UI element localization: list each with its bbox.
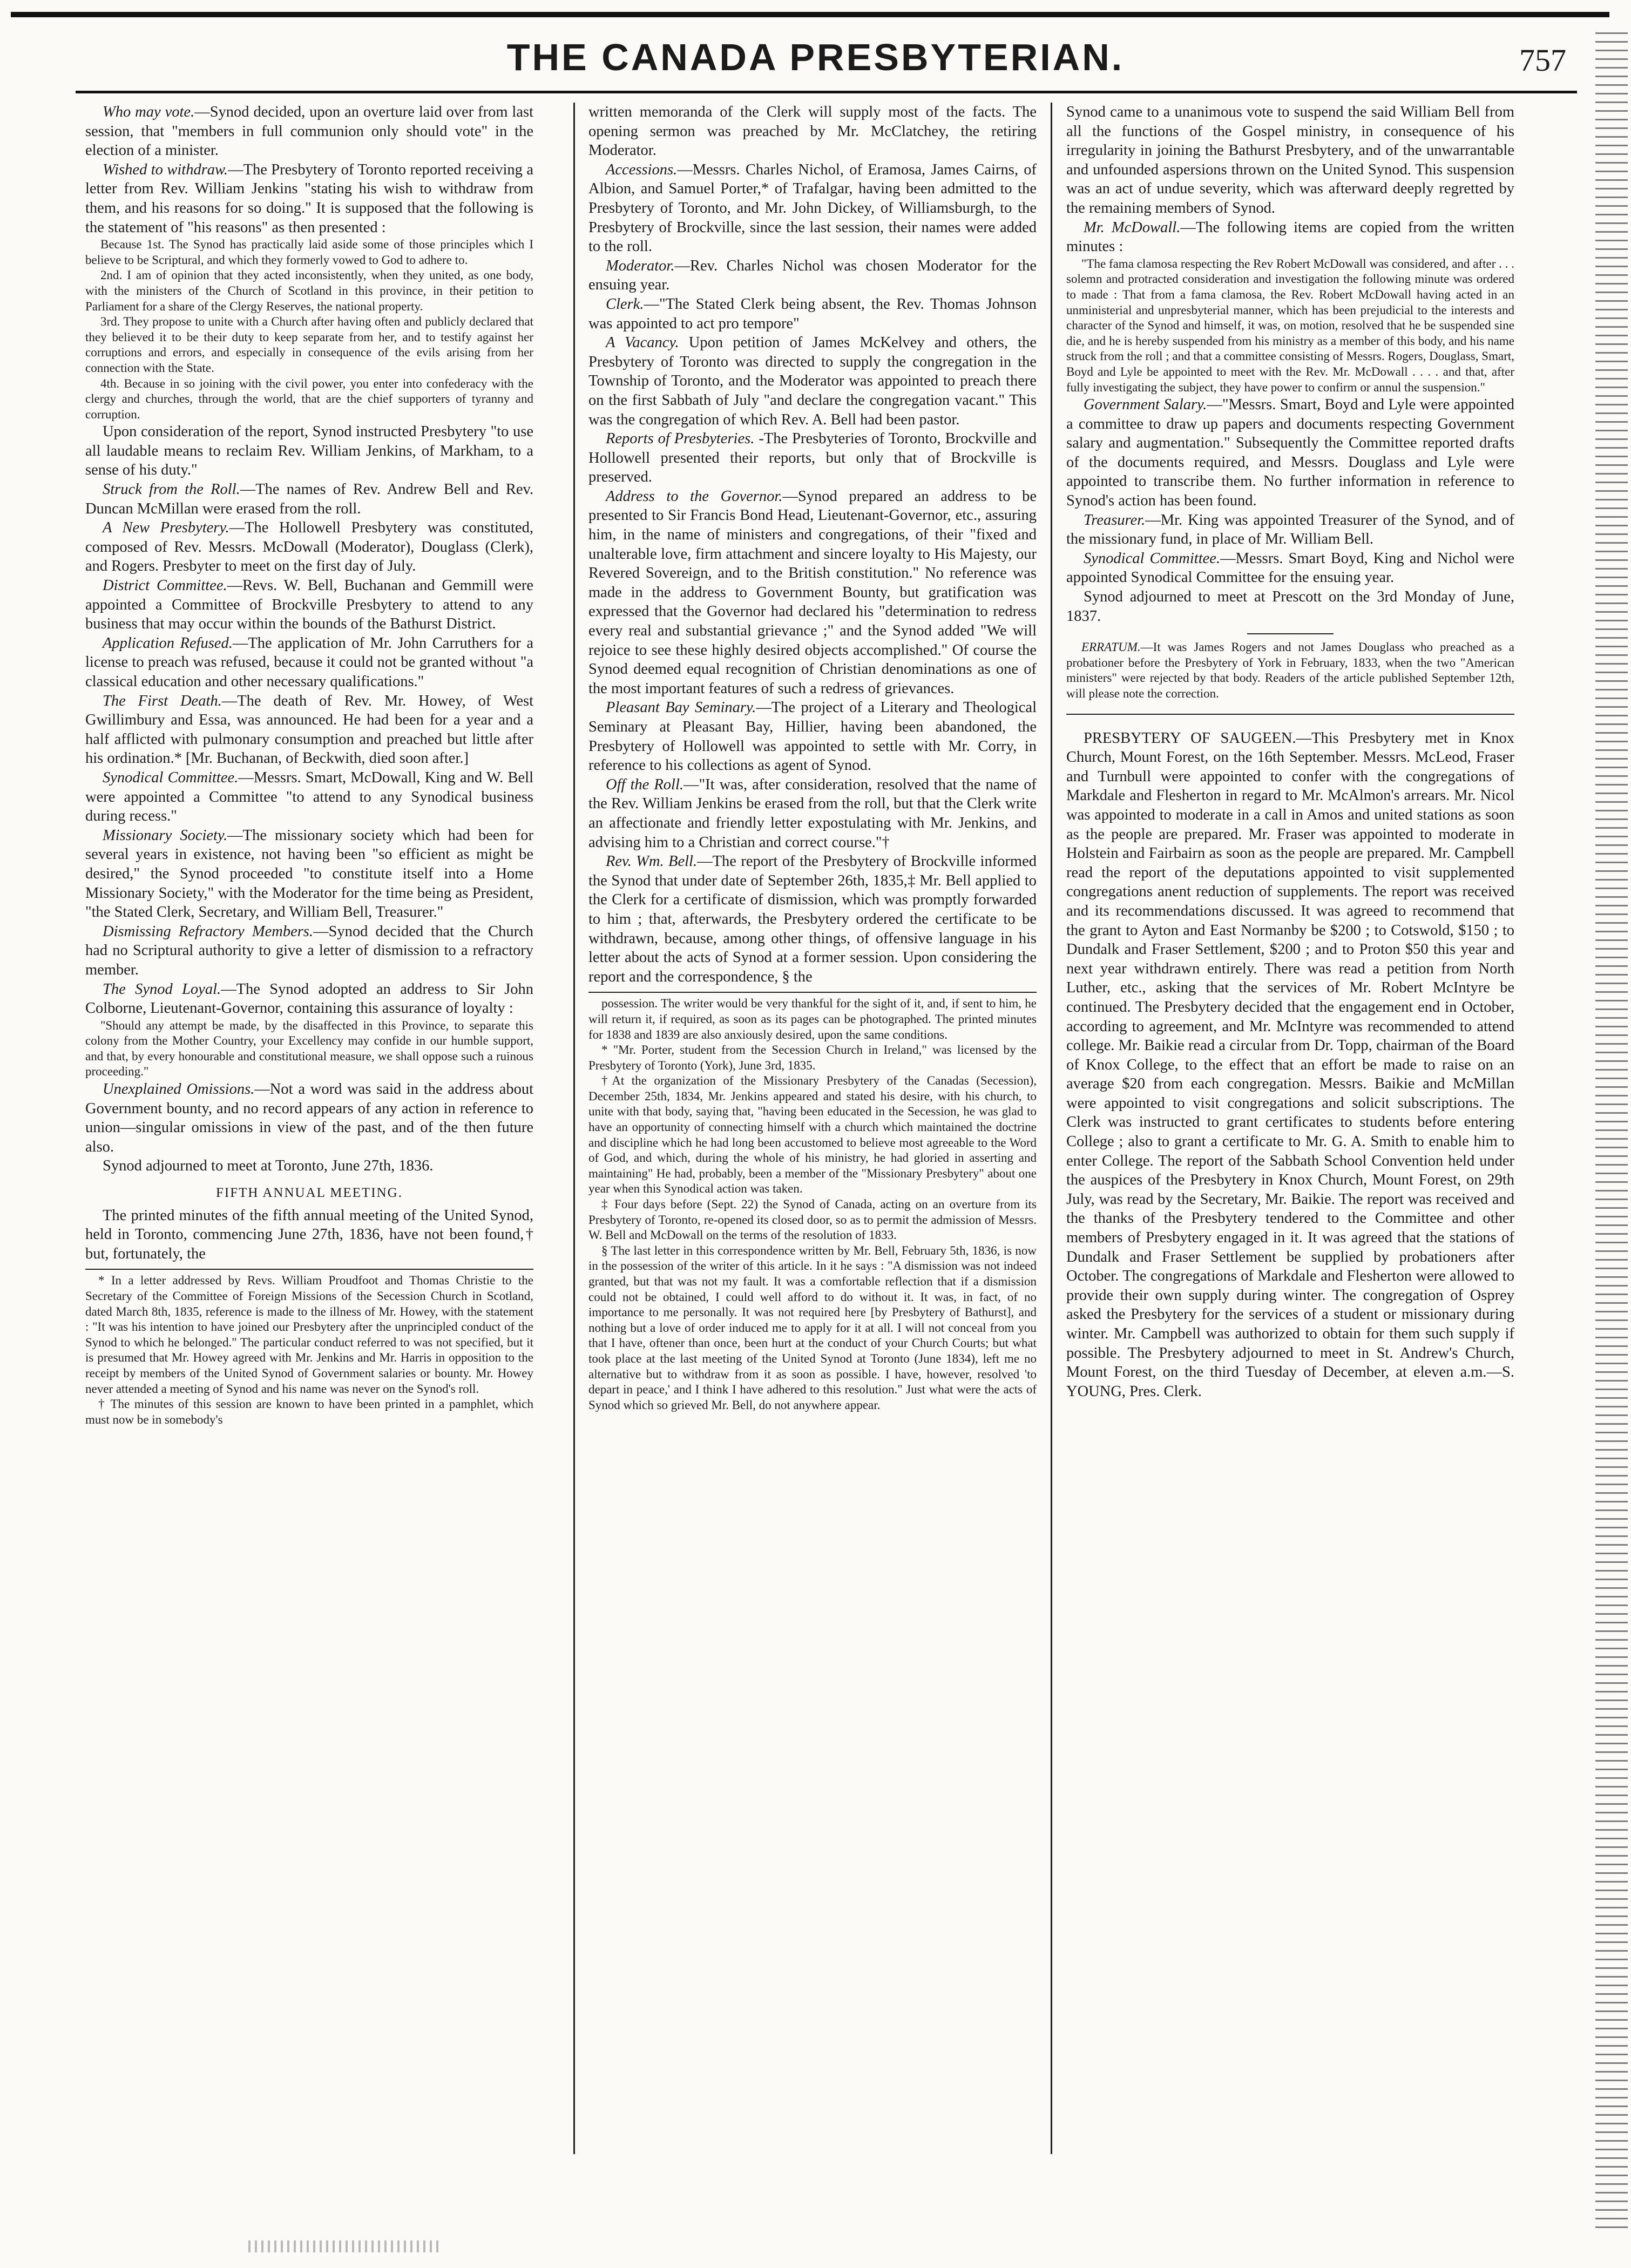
- paragraph-text: —Mr. King was appointed Treasurer of the Synod, and of the missionary fund, in place of Mr. William Bell.: [1066, 511, 1514, 548]
- paragraph-heading: Address to the Governor.: [606, 488, 783, 505]
- paragraph-heading: A New Presbytery.: [103, 519, 229, 537]
- paragraph: [1066, 395, 1514, 511]
- paragraph-text: * In a letter addressed by Revs. William Proudfoot and Thomas Christie to the Secretary of the Committee of Foreign Missions of the Secession Church in Scotland, dated March 8th, 1835, reference is made to the illness of Mr. Howey, with the statement : "It was his intention to have joined our Presbytery after the unprincipled conduct of the Synod to which he belonged." The particular conduct referred to was not specified, but it is presumed that Mr. Howey agreed with Mr. Jenkins and Mr. Harris in opposition to the receipt by members of the United Synod of Government salaries or bounty. Mr. Howey never attended a meeting of Synod and his name was never on the Synod's roll.: [85, 1274, 533, 1396]
- paragraph-heading: Dismissing Refractory Members.: [103, 923, 314, 940]
- paragraph-text: possession. The writer would be very thankful for the sight of it, and, if sent to him, he will return it, if required, as soon as its pages can be photographed. The printed minutes for 1838 and 1839 are also anxiously desired, upon the same conditions.: [588, 997, 1037, 1041]
- paragraph: [1066, 103, 1514, 218]
- paragraph-heading: Off the Roll.: [606, 776, 684, 793]
- paragraph-text: —The Synod adopted an address to Sir John Colborne, Lieutenant-Governor, containing this assurance of loyalty :: [85, 980, 533, 1017]
- paragraph-text: —Messrs. Charles Nichol, of Eramosa, James Cairns, of Albion, and Samuel Porter,* of Trafalgar, having been admitted to the Presbytery of Toronto, and Mr. John Dickey, of Williamsburgh, to the Presbytery of Brockville, since the last session, their names were added to the roll.: [588, 161, 1037, 255]
- page-title: THE CANADA PRESBYTERIAN.: [506, 36, 1125, 78]
- paragraph: [588, 295, 1037, 333]
- paragraph-heading: Clerk.: [606, 295, 644, 313]
- paragraph-text: —The missionary society which had been for several years in existence, not having been "so efficient as might be desired," the Synod proceeded "to constitute itself into a Home Missionary Society," with the Moderator for the time being as President, "the Stated Clerk, Secretary, and William Bell, Treasurer.": [85, 827, 533, 921]
- paragraph-heading: Moderator.: [606, 257, 675, 274]
- paragraph: [85, 768, 533, 826]
- paragraph-text: Upon petition of James McKelvey and others, the Presbytery of Toronto was directed to supply the congregation in the Township of Toronto, and the Moderator was appointed to preach there on the first Sabbath of July "and declare the congregation vacant." This was the congregation of which Rev. A. Bell had been pastor.: [588, 334, 1037, 428]
- footnotes: [588, 992, 1037, 1413]
- paragraph-text: —The names of Rev. Andrew Bell and Rev. Duncan McMillan were erased from the roll.: [85, 481, 533, 517]
- column-3: [1066, 103, 1514, 2149]
- paragraph: [85, 576, 533, 634]
- column-divider: [1051, 103, 1052, 2154]
- paragraph-heading: PRESBYTERY OF SAUGEEN.: [1084, 729, 1296, 747]
- quoted-extract: [85, 314, 533, 376]
- paragraph-heading: Application Refused.: [103, 634, 233, 652]
- paragraph: [1066, 729, 1514, 1402]
- paragraph: [85, 422, 533, 480]
- paragraph-text: "The fama clamosa respecting the Rev Robert McDowall was considered, and after . . . solemn and protracted consideration and investigation the following minute was ordered to made : That from a fama clamosa, the Rev. Robert McDowall having acted in an unministerial and unpresbyterial manner, which has been prejudicial to the interests and character of the Synod and himself, it was, on motion, resolved that he be suspended sine die, and he is hereby suspended from his ministry as a member of this body, and his name struck from the roll ; and that a committee consisting of Messrs. Rogers, Douglass, Smart, Boyd and Lyle be appointed to meet with the Rev. Mr. McDowall . . . . and that, after fully investigating the subject, they have power to confirm or annul the suspension.": [1066, 256, 1514, 394]
- paragraph-heading: ERRATUM.: [1081, 640, 1141, 654]
- paragraph-heading: Missionary Society.: [103, 827, 228, 844]
- paragraph-text: Upon consideration of the report, Synod instructed Presbytery "to use all laudable means to reclaim Rev. William Jenkins, of Markham, to a sense of his duty.": [85, 423, 533, 479]
- paragraph: [588, 775, 1037, 852]
- footnote: [588, 1243, 1037, 1413]
- paragraph-text: —The following items are copied from the written minutes :: [1066, 219, 1514, 255]
- paragraph-text: —The Presbytery of Toronto reported receiving a letter from Rev. William Jenkins "stating his wish to withdraw from them, and his reasons for so doing." It is supposed that the following is the statement of "his reasons" as then presented :: [85, 161, 533, 236]
- paragraph: [85, 1156, 533, 1176]
- paragraph: [1066, 587, 1514, 626]
- quoted-extract: [1066, 640, 1514, 701]
- paragraph-text: 3rd. They propose to unite with a Church after having often and publicly declared that they believed it to be their duty to keep separate from her, and to testify against her corruptions and errors, and especially in consequence of the evils arising from her connection with the State.: [85, 315, 533, 375]
- paragraph: [588, 103, 1037, 160]
- paragraph: [588, 429, 1037, 487]
- paragraph-text: —Synod decided, upon an overture laid over from last session, that "members in full communion only should vote" in the election of a minister.: [85, 104, 533, 159]
- paragraph-text: —"Messrs. Smart, Boyd and Lyle were appointed a committee to draw up papers and documents respecting Government salary and augmentation." Subsequently the Committee reported drafts of the documents required, and Messrs. Douglass and Lyle were appointed to transcribe them. No further information in reference to Synod's action has been found.: [1066, 396, 1514, 510]
- footnote: [588, 1042, 1037, 1073]
- masthead: [0, 26, 1631, 91]
- paragraph-text: 4th. Because in so joining with the civil power, you enter into confederacy with the clergy and churches, through the world, that are the chief supporters of tyranny and corruption.: [85, 376, 533, 421]
- paragraph-heading: Pleasant Bay Seminary.: [606, 699, 756, 716]
- section-rule: [1066, 714, 1514, 715]
- top-border-rule: [11, 12, 1609, 17]
- quoted-extract: [85, 1018, 533, 1080]
- quoted-extract: [85, 237, 533, 268]
- paragraph-text: * "Mr. Porter, student from the Secession Church in Ireland," was licensed by the Presbytery of Toronto (York), June 3rd, 1835.: [588, 1043, 1037, 1072]
- quoted-extract: [1066, 256, 1514, 395]
- paragraph-text: written memoranda of the Clerk will supply most of the facts. The opening sermon was preached by Mr. McClatchey, the retiring Moderator.: [588, 104, 1037, 159]
- paragraph-heading: Treasurer.: [1084, 511, 1146, 529]
- paragraph: [1066, 218, 1514, 256]
- paragraph-heading: The First Death.: [103, 692, 222, 709]
- paragraph-text: —Synod decided that the Church had no Scriptural authority to give a letter of dismission to a refractory member.: [85, 923, 533, 978]
- column-2: [588, 103, 1037, 2149]
- paragraph-text: —Rev. Charles Nichol was chosen Moderator for the ensuing year.: [588, 257, 1037, 294]
- paragraph-text: —It was James Rogers and not James Douglass who preached as a probationer before the Presbytery of York in February, 1833, when the two "American ministers" were rejected by that body. Readers of the article published September 12th, will please note the correction.: [1066, 640, 1514, 700]
- paragraph-text: -The Presbyteries of Toronto, Brockville and Hollowell presented their reports, but only that of Brockville is preserved.: [588, 430, 1037, 486]
- paragraph: [85, 160, 533, 237]
- paragraph-heading: District Committee.: [103, 577, 227, 594]
- paragraph-text: † The minutes of this session are known to have been printed in a pamphlet, which must now be in somebody's: [85, 1397, 533, 1426]
- quoted-extract: [85, 376, 533, 423]
- paragraph: [588, 333, 1037, 429]
- paragraph-text: 2nd. I am of opinion that they acted inconsistently, when they united, as one body, with the ministers of the Church of Scotland in this province, in their petition to Parliament for a share of the Clergy Reserves, the national property.: [85, 268, 533, 313]
- paragraph: [85, 480, 533, 518]
- paragraph: [85, 692, 533, 768]
- footnote: [588, 1197, 1037, 1243]
- paragraph-text: —This Presbytery met in Knox Church, Mount Forest, on the 16th September. Messrs. McLeod, Fraser and Turnbull were appointed to confer with the congregations of Markdale and Flesherton in regard to Mr. McAlmon's arrears. Mr. Nicol was appointed to moderate in a call in Amos and united stations as soon as the people are prepared. Mr. Fraser was appointed to moderate in Holstein and Fairbairn as soon as the people are prepared. Mr. Campbell read the report of the deputations appointed to visit supplemented congregations anent reduction of supplements. The report was received and its recommendations discussed. It was agreed to recommend that the grant to Ayton and East Normanby be $200 ; to Cotswold, $150 ; to Dundalk and Fraser Settlement, $200 ; and to Proton $50 this year and next year withdrawn entirely. There was read a petition from North Luther, etc., asking that the services of Mr. Robert McIntyre be continued. The Presbytery decided that the engagement end in October, according to agreement, and Mr. McIntyre was recommended to attend college. Mr. Baikie read a circular from Dr. Topp, chairman of the Board of Knox College, to the effect that an effort be made to raise on an average $20 from each congregation. Messrs. Baikie and McMillan were appointed to visit congregations and solicit subscriptions. The Clerk was instructed to grant certificates to students before entering College ; also to grant a certificate to Mr. G. A. Smith to enable him to enter College. The report of the Sabbath School Convention held under the auspices of the Presbytery in Knox Church, Mount Forest, on 29th July, was read by the Secretary, Mr. Baikie. The report was received and the thanks of the Presbytery tendered to the Committee and other members of Presbytery engaged in it. It was agreed that the stations of Dundalk and Fraser Settlement be supplied by probationers after October. The congregations of Markdale and Flesherton were allowed to provide their own supply during winter. The congregation of Osprey asked the Presbytery for the services of a student or missionary during winter. Mr. Campbell was authorized to obtain for them such supply if possible. The Presbytery adjourned to meet in St. Andrew's Church, Mount Forest, on the third Tuesday of December, at eleven a.m.—S. YOUNG, Pres. Clerk.: [1066, 729, 1514, 1400]
- paragraph-heading: The Synod Loyal.: [103, 980, 221, 998]
- paragraph-text: § The last letter in this correspondence written by Mr. Bell, February 5th, 1836, is now in the possession of the writer of this article. In it he says : "A dismission was not indeed granted, but that was not my fault. It was a comfortable reflection that if a dismission could not be obtained, I could well afford to do without it. It was, in fact, of no importance to me personally. It was not required here [by Presbytery of Bathurst], and nothing but a love of order induced me to apply for it at all. I will not conceal from you that I have, oftener than once, been hurt at the conduct of your Church Courts; but what took place at the last meeting of the United Synod at Toronto (June 1834), left me no alternative but to withdraw from it as soon as possible. I have, however, resolved 'to depart in peace,' and I think I have adhered to this resolution." Just what were the acts of Synod which so grieved Mr. Bell, do not anywhere appear.: [588, 1243, 1037, 1412]
- paragraph: [85, 103, 533, 160]
- paragraph-heading: Struck from the Roll.: [103, 481, 240, 498]
- paragraph: [588, 487, 1037, 699]
- paragraph-heading: Who may vote.: [103, 104, 195, 120]
- paragraph-text: "Should any attempt be made, by the disaffected in this Province, to separate this colony from the Mother Country, your Excellency may confide in our humble support, and that, by every honourable and constitutional measure, we shall oppose such a ruinous proceeding.": [85, 1018, 533, 1079]
- page-number: 757: [1519, 43, 1566, 78]
- paragraph: [85, 518, 533, 576]
- paragraph-text: The printed minutes of the fifth annual meeting of the United Synod, held in Toronto, commencing June 27th, 1836, have not been found,† but, fortunately, the: [85, 1207, 533, 1262]
- paragraph-text: †At the organization of the Missionary Presbytery of the Canadas (Secession), December 25th, 1834, Mr. Jenkins appeared and stated his desire, with his church, to unite with that body, saying that, "having been educated in the Secession, he was glad to have an opportunity of connecting himself with a church which maintained the doctrine and discipline which he had long been accustomed to believe most agreeable to the Word of God, and which, during the whole of his ministry, he had gloried in asserting and maintaining" He had, probably, been a member of the "Missionary Presbytery" about one year when this Synodical action was taken.: [588, 1074, 1037, 1196]
- paragraph-text: —Messrs. Smart, McDowall, King and W. Bell were appointed a Committee "to attend to any Synodical business during recess.": [85, 769, 533, 825]
- paragraph-text: —The application of Mr. John Carruthers for a license to preach was refused, because it could not be granted without "a classical education and other necessary qualifications.": [85, 634, 533, 690]
- paragraph-text: —Synod prepared an address to be presented to Sir Francis Bond Head, Lieutenant-Governor, etc., assuring him, in the name of ministers and congregations, of their "fixed and unalterable love, firm attachment and sincere loyalty to His Majesty, our Revered Sovereign, and to the British constitution." No reference was made in the address to Government Bounty, but gratification was expressed that the Governor had declared his "determination to redress every real and substantial grievance ;" and the Synod added "We will rejoice to see these highly desired objects accomplished." Of course the Synod deemed equal recognition of Christian denominations as one of the most important features of such a redress of grievances.: [588, 488, 1037, 697]
- paragraph-text: Synod adjourned to meet at Toronto, June 27th, 1836.: [103, 1157, 434, 1175]
- quoted-extract: [85, 268, 533, 314]
- paragraph-text: —"The Stated Clerk being absent, the Rev. Thomas Johnson was appointed to act pro tempore": [588, 295, 1037, 332]
- paragraph-heading: Synodical Committee.: [103, 769, 239, 786]
- section-heading: [85, 1183, 533, 1203]
- paragraph-text: —Messrs. Smart Boyd, King and Nichol were appointed Synodical Committee for the ensuing year.: [1066, 550, 1514, 586]
- paragraph-heading: A Vacancy.: [606, 334, 679, 351]
- paragraph-text: FIFTH ANNUAL MEETING.: [216, 1186, 403, 1201]
- short-rule: [1247, 633, 1334, 634]
- paragraph-text: —The project of a Literary and Theological Seminary at Pleasant Bay, Hillier, having been abandoned, the Presbytery of Hollowell was appointed to settle with Mr. Corry, in reference to his collections as agent of Synod.: [588, 699, 1037, 774]
- paragraph-text: —The death of Rev. Mr. Howey, of West Gwillimbury and Essa, was announced. He had been for a year and a half afflicted with pulmonary consumption and preached but little after his ordination.* [Mr. Buchanan, of Beckwith, died soon after.]: [85, 692, 533, 767]
- column-1: [85, 103, 533, 2149]
- paragraph-heading: Unexplained Omissions.: [103, 1081, 255, 1098]
- header-rule: [76, 91, 1577, 93]
- paragraph-heading: Rev. Wm. Bell.: [606, 853, 698, 870]
- scan-smudge: [248, 2240, 443, 2252]
- footnote: [85, 1273, 533, 1397]
- paragraph: [588, 698, 1037, 775]
- paragraph: [85, 1080, 533, 1156]
- paragraph-text: —Revs. W. Bell, Buchanan and Gemmill were appointed a Committee of Brockville Presbytery to attend to any business that may occur within the bounds of the Bathurst District.: [85, 577, 533, 633]
- paragraph: [85, 634, 533, 692]
- paragraph-heading: Synodical Committee.: [1084, 550, 1221, 567]
- paragraph-text: ‡ Four days before (Sept. 22) the Synod of Canada, acting on an overture from its Presbytery of Toronto, re-opened its closed door, so as to permit the admission of Messrs. W. Bell and McDowall on the terms of the resolution of 1833.: [588, 1197, 1037, 1242]
- footnote: [85, 1397, 533, 1427]
- paragraph: [85, 826, 533, 922]
- paragraph-text: —The report of the Presbytery of Brockville informed the Synod that under date of September 26th, 1835,‡ Mr. Bell applied to the Clerk for a certificate of dismission, which was promptly forwarded to him ; that, afterwards, the Presbytery ordered the certificate to be withdrawn, because, among other things, of offensive language in his letter about the acts of Synod at a former session. Upon considering the report and the correspondence, § the: [588, 853, 1037, 985]
- paragraph-text: Synod adjourned to meet at Prescott on the 3rd Monday of June, 1837.: [1066, 588, 1514, 625]
- column-divider: [573, 103, 575, 2154]
- paragraph-text: —Not a word was said in the address about Government bounty, and no record appears of any action in reference to union—singular omissions in view of the past, and of the then future also.: [85, 1081, 533, 1155]
- paragraph: [1066, 511, 1514, 549]
- paragraph-heading: Government Salary.: [1084, 396, 1207, 414]
- paragraph-heading: Reports of Presbyteries.: [606, 430, 755, 448]
- footnote: [588, 996, 1037, 1042]
- paragraph-heading: Accessions.: [606, 161, 678, 178]
- paragraph: [85, 980, 533, 1018]
- footnotes: [85, 1269, 533, 1427]
- scanned-page-edge: [1595, 32, 1628, 2235]
- paragraph: [588, 160, 1037, 256]
- paragraph: [85, 922, 533, 980]
- paragraph-text: Because 1st. The Synod has practically laid aside some of those principles which I believe to be Scriptural, and which they formerly vowed to God to adhere to.: [85, 238, 533, 267]
- paragraph: [588, 256, 1037, 295]
- paragraph-heading: Wished to withdraw.: [103, 161, 228, 178]
- paragraph-text: Synod came to a unanimous vote to suspend the said William Bell from all the functions of the Gospel ministry, in consequence of his irregularity in joining the Bathurst Presbytery, and of the unwarrantable and unfounded aspersions thrown on the United Synod. This suspension was an act of undue severity, which was afterward deeply regretted by the remaining members of Synod.: [1066, 104, 1514, 216]
- paragraph-text: —"It was, after consideration, resolved that the name of the Rev. William Jenkins be erased from the roll, but that the Clerk write an affectionate and friendly letter expostulating with Mr. Jenkins, and advising him to a Christian and correct course."†: [588, 776, 1037, 851]
- paragraph-text: —The Hollowell Presbytery was constituted, composed of Rev. Messrs. McDowall (Moderator), Douglass (Clerk), and Rogers. Presbyter to meet on the first day of July.: [85, 519, 533, 575]
- paragraph-heading: Mr. McDowall.: [1084, 219, 1181, 236]
- paragraph: [1066, 549, 1514, 587]
- paragraph: [85, 1206, 533, 1264]
- footnote: [588, 1073, 1037, 1197]
- paragraph: [588, 852, 1037, 986]
